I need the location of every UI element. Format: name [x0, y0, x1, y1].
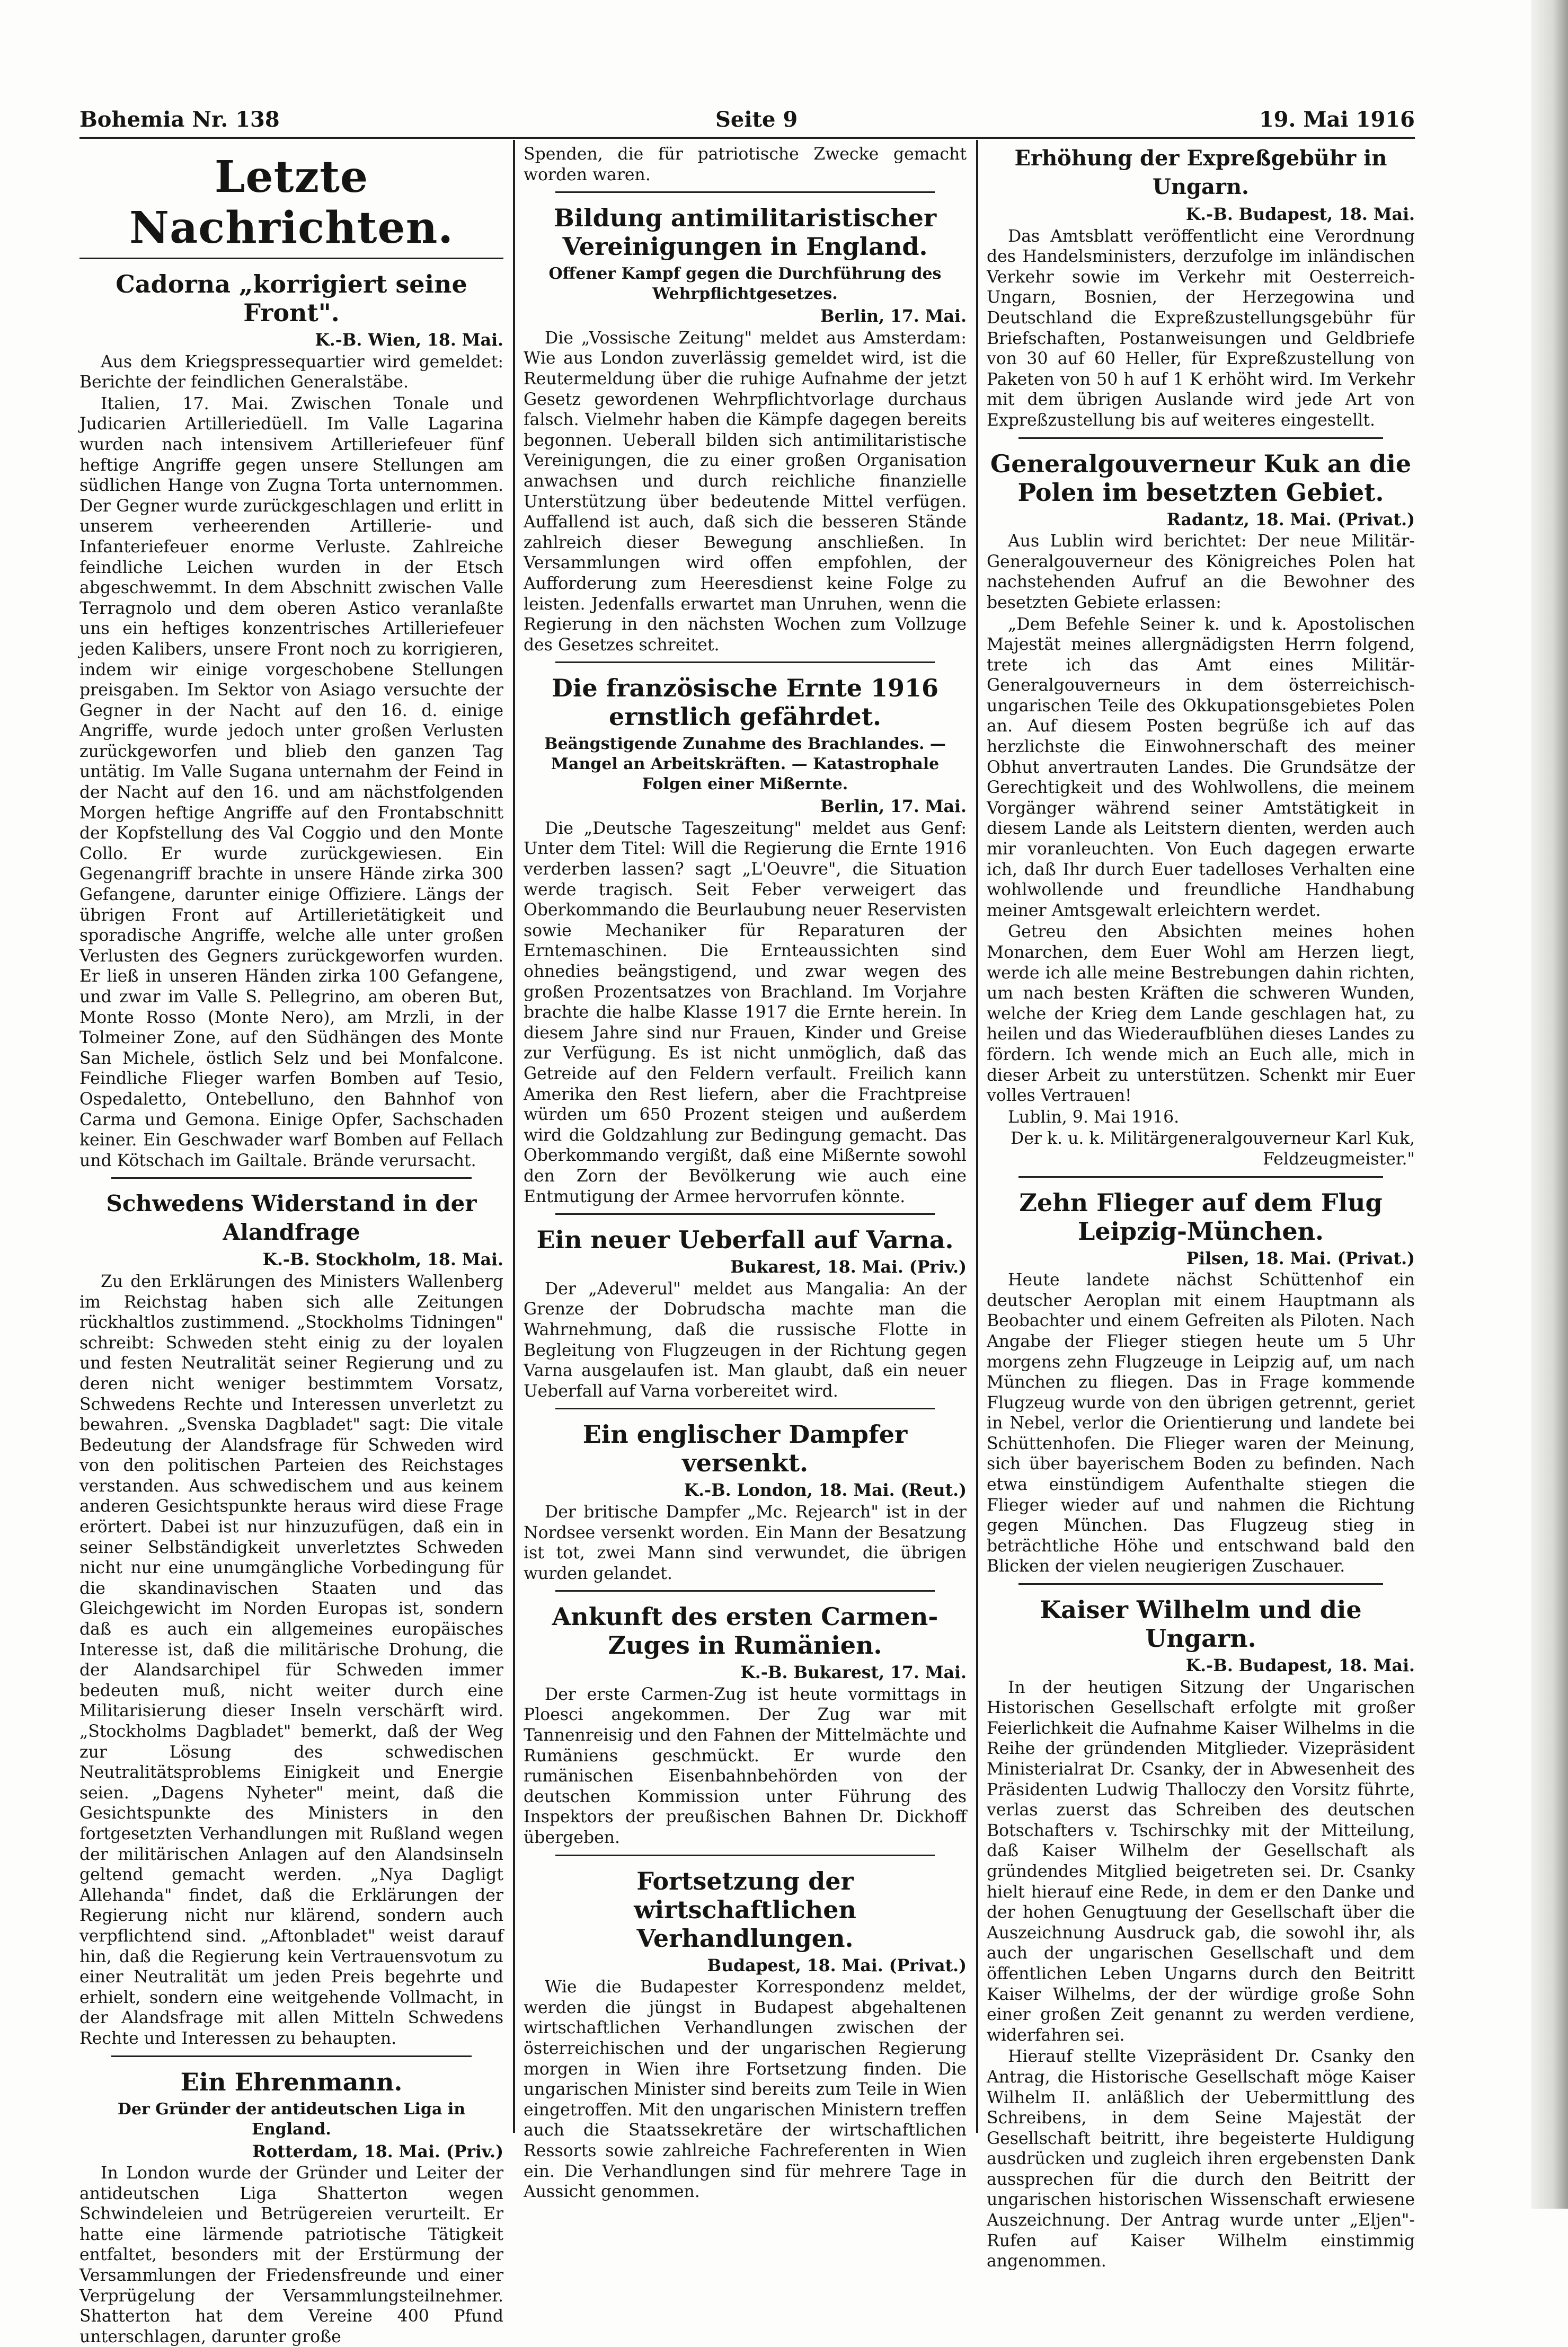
- article-separator: [111, 2055, 472, 2057]
- article-separator: [1018, 437, 1383, 439]
- article-dateline: K.-B. London, 18. Mai. (Reut.): [524, 1480, 967, 1501]
- article-paragraph: Italien, 17. Mai. Zwischen Tonale und Judicarien Artilleriedüell. Im Valle Lagarina wurden nach intensivem Artilleriefeuer fünf heftige Angriffe gegen unsere Stellungen am südlichen Hange von Zugna Torta unternommen. Der Gegner wurde zurückgeschlagen und erlitt in unserem verheerenden Artillerie- und Infanteriefeuer enorme Verluste. Zahlreiche feindliche Leichen wurden in der Etsch abgeschwemmt. In dem Abschnitt zwischen Valle Terragnolo und dem oberen Astico veranlaßte uns ein heftiges konzentrisches Artilleriefeuer jeden Kalibers, unsere Front noch zu korrigieren, indem wir einige vorgeschobene Stellungen preisgaben. Im Sektor von Asiago versuchte der Gegner in der Nacht auf den 16. d. einige Angriffe, wurde jedoch unter großen Verlusten zurückgeworfen und blieb den ganzen Tag untätig. Im Valle Sugana unternahm der Feind in der Nacht auf den 16. und am nächstfolgenden Morgen heftige Angriffe auf den Frontabschnitt der Kopfstellung des Val Coggio und den Monte Collo. Er wurde zurückgewiesen. Ein Gegenangriff brachte in unsere Hände zirka 300 Gefangene, darunter einige Offiziere. Längs der übrigen Front auf Artillerietätigkeit und sporadische Angriffe, welche alle unter großen Verlusten des Gegners zurückgeworfen wurden. Er ließ in unseren Händen zirka 100 Gefangene, und zwar im Valle S. Pellegrino, am oberen But, Monte Rosso (Monte Nero), am Mrzli, in der Tolmeiner Zone, auf den Südhängen des Monte San Michele, östlich Selz und bei Monfalcone. Feindliche Flieger warfen Bomben auf Tesio, Ospedaletto, Ontebelluno, den Bahnhof von Carma und Gemona. Einige Opfer, Sachschaden keiner. Ein Geschwader warf Bomben auf Fellach und Kötschach im Gailtale. Brände verursacht.: [79, 394, 503, 1171]
- article-separator: [111, 1177, 472, 1179]
- column-divider-2: [976, 140, 978, 2133]
- article-title: Erhöhung der Expreßgebühr in Ungarn.: [987, 144, 1415, 201]
- masthead-rule: [79, 258, 503, 259]
- article-title: Ein Ehrenmann.: [79, 2068, 503, 2096]
- page-number: Seite 9: [715, 107, 798, 132]
- article-dateline: Radantz, 18. Mai. (Privat.): [987, 510, 1415, 531]
- article-paragraph: Hierauf stellte Vizepräsident Dr. Csanky den Antrag, die Historische Gesellschaft möge Kaiser Wilhelm II. anläßlich der Uebermittlung des Schreibens, in dem Seine Majestät der Gesellschaft beitritt, ihre begeisterte Huldigung ausdrücken und zugleich ihren ergebensten Dank aussprechen für die durch den Beitritt der ungarischen historischen Wissenschaft erwiesene Auszeichnung. Der Antrag wurde unter „Eljen"-Rufen auf Kaiser Wilhelm einstimmig angenommen.: [987, 2046, 1415, 2272]
- article-ehrenmann: [79, 2068, 503, 2347]
- article-title: Schwedens Widerstand in der Alandfrage: [79, 1189, 503, 1247]
- article-paragraph: Der erste Carmen-Zug ist heute vormittags in Ploesci angekommen. Der Zug war mit Tannenreisig und den Fahnen der Mittelmächte und Rumäniens geschmückt. Er wurde den rumänischen Eisenbahnbehörden von der deutschen Kommission unter Führung des Inspektors der preußischen Bahnen Dr. Dickhoff übergeben.: [524, 1684, 967, 1848]
- article-dateline: K.-B. Bukarest, 17. Mai.: [524, 1663, 967, 1683]
- article-separator: [555, 661, 935, 663]
- article-subtitle: Offener Kampf gegen die Durchführung des Wehrpflichtgesetzes.: [524, 264, 967, 304]
- article-paragraph: Getreu den Absichten meines hohen Monarchen, dem Euer Wohl am Herzen liegt, werde ich alle meine Bestrebungen dahin richten, um nach besten Kräften die schweren Wunden, welche der Krieg dem Lande geschlagen hat, zu heilen und das Wiederaufblühen dieses Landes zu fördern. Ich wende mich an Euch alle, mich in dieser Arbeit zu unterstützen. Schenkt mir Euer volles Vertrauen!: [987, 922, 1415, 1106]
- article-paragraph: Der britische Dampfer „Mc. Rejearch" ist in der Nordsee versenkt worden. Ein Mann der Besatzung ist tot, zwei Mann sind verwundet, die übrigen wurden gelandet.: [524, 1502, 967, 1584]
- article-paragraph: Der „Adeverul" meldet aus Mangalia: An der Grenze der Dobrudscha machte man die Wahrnehmung, daß die russische Flotte in Begleitung von Flugzeugen in der Richtung gegen Varna ausgelaufen ist. Man glaubt, daß ein neuer Ueberfall auf Varna vorbereitet wird.: [524, 1279, 967, 1402]
- article-dateline: Berlin, 17. Mai.: [524, 306, 967, 327]
- article-dateline: Pilsen, 18. Mai. (Privat.): [987, 1249, 1415, 1269]
- article-antimilitarismus: [524, 204, 967, 655]
- article-paragraph: Wie die Budapester Korrespondenz meldet, werden die jüngst in Budapest abgehaltenen wirtschaftlichen Verhandlungen zwischen der österreichischen und der ungarischen Regierung morgen in Wien ihre Fortsetzung finden. Die ungarischen Minister sind bereits zum Teile in Wien eingetroffen. Mit den ungarischen Ministern treffen auch die Staatssekretäre der wirtschaftlichen Ressorts sowie zahlreiche Fachreferenten in Wien ein. Die Verhandlungen sind für mehrere Tage in Aussicht genommen.: [524, 1977, 967, 2202]
- article-separator: [1018, 1176, 1383, 1178]
- article-paragraph: In London wurde der Gründer und Leiter der antideutschen Liga Shatterton wegen Schwindeleien und Betrügereien verurteilt. Er hatte eine lärmende patriotische Tätigkeit entfaltet, besonders mit der Erstürmung der Versammlungen der Friedensfreunde und einer Verprügelung der Versammlungsteilnehmer. Shatterton hat dem Vereine 400 Pfund unterschlagen, darunter große: [79, 2163, 503, 2347]
- article-paragraph: Aus Lublin wird berichtet: Der neue Militär-Generalgouverneur des Königreiches Polen hat nachstehenden Aufruf an die Bewohner des besetzten Gebiete erlassen:: [987, 531, 1415, 613]
- issue-number: Bohemia Nr. 138: [79, 107, 280, 132]
- article-title: Generalgouverneur Kuk an die Polen im besetzten Gebiet.: [987, 449, 1415, 507]
- article-separator: [1018, 1583, 1383, 1585]
- article-paragraph: Zu den Erklärungen des Ministers Wallenberg im Reichstag haben sich alle Zeitungen rückhaltlos zustimmend. „Stockholms Tidningen" schreibt: Schweden steht einig zu der loyalen und festen Neutralität seiner Regierung und zu deren nicht weniger bestimmtem Vorsatz, Schwedens Rechte und Interessen unverletzt zu bewahren. „Svenska Dagbladet" sagt: Die vitale Bedeutung der Alandsfrage für Schweden wird von den politischen Parteien des Reichstages verstanden. Aus schwedischem und aus keinem anderen Gesichtspunkte heraus wird diese Frage erörtert. Dabei ist nur hinzuzufügen, daß ein in seiner Selbständigkeit unverletztes Schweden nicht nur eine unumgängliche Vorbedingung für die skandinavischen Staaten und das Gleichgewicht im Norden Europas ist, sondern daß es auch ein allgemeines europäisches Interesse ist, daß die militärische Drohung, die der Alandsarchipel für Schweden immer bedeuten muß, nicht weiter durch eine Militarisierung dieser Inseln verschärft wird. „Stockholms Dagbladet" bemerkt, daß der Weg zur Lösung des schwedischen Neutralitätsproblems Einigkeit und Energie seien. „Dagens Nyheter" meint, daß die Gesichtspunkte des Ministers in den fortgesetzten Verhandlungen mit Rußland wegen der militärischen Anlagen auf den Alandsinseln geltend gemacht werden. „Nya Dagligt Allehanda" findet, daß die Erklärungen der Regierung nicht nur klärend, sondern auch verpflichtend sind. „Aftonbladet" weist darauf hin, daß die Regierung kein Vertrauensvotum zu einer Neutralität um jeden Preis begehrte und erhielt, sondern eine weitgehende Vollmacht, in der Alandsfrage mit allen Mitteln Schwedens Rechte und Interessen zu behaupten.: [79, 1272, 503, 2049]
- article-carmen-zug: [524, 1602, 967, 1848]
- article-kaiser-wilhelm: [987, 1595, 1415, 2272]
- article-separator: [555, 1408, 935, 1409]
- article-wirtschaftliche-verhandlungen: [524, 1867, 967, 2202]
- article-title: Fortsetzung der wirtschaftlichen Verhandlungen.: [524, 1867, 967, 1953]
- article-signature: Der k. u. k. Militärgeneralgouverneur Karl Kuk, Feldzeugmeister.": [987, 1128, 1415, 1169]
- article-title: Cadorna „korrigiert seine Front".: [79, 270, 503, 327]
- page-header: [79, 104, 1415, 137]
- article-title: Zehn Flieger auf dem Flug Leipzig-München.: [987, 1188, 1415, 1246]
- article-subtitle: Beängstigende Zunahme des Brachlandes. — Mangel an Arbeitskräften. — Katastrophale Folgen einer Mißernte.: [524, 734, 967, 795]
- column-1: [79, 144, 503, 2137]
- article-title: Die französische Ernte 1916 ernstlich gefährdet.: [524, 674, 967, 731]
- article-paragraph: In der heutigen Sitzung der Ungarischen Historischen Gesellschaft erfolgte mit großer Feierlichkeit die Aufnahme Kaiser Wilhelms in die Reihe der gründenden Mitglieder. Vizepräsident Ministerialrat Dr. Csanky, der in Abwesenheit des Präsidenten Ludwig Thalloczy den Vorsitz führte, verlas zuerst das Schreiben des deutschen Botschafters v. Tschirschky mit der Mitteilung, daß Kaiser Wilhelm der Gesellschaft als gründendes Mitglied beigetreten sei. Dr. Csanky hielt hierauf eine Rede, in dem er den Danke und der hohen Genugtuung der Gesellschaft über die Auszeichnung Ausdruck gab, die sowohl ihr, als auch der ungarischen Gesellschaft und dem öffentlichen Leben Ungarns durch den Beitritt Kaiser Wilhelms, der der würdige große Sohn einer großen Zeit genannt zu werden verdiene, widerfahren sei.: [987, 1678, 1415, 2046]
- article-title: Ankunft des ersten Carmen-Zuges in Rumänien.: [524, 1602, 967, 1660]
- article-paragraph: Lublin, 9. Mai 1916.: [987, 1107, 1415, 1128]
- article-paragraph: Heute landete nächst Schüttenhof ein deutscher Aeroplan mit einem Hauptmann als Beobachter und einem Gefreiten als Piloten. Nach Angabe der Flieger stiegen heute um 5 Uhr morgens zehn Flugzeuge in Leipzig auf, um nach München zu fliegen. Das in Frage kommende Flugzeug wurde von den übrigen getrennt, geriet in Nebel, verlor die Orientierung und landete bei Schüttenhofen. Die Flieger waren der Meinung, sich über bayerischem Boden zu befinden. Nach etwa einstündigem Aufenthalte stiegen die Flieger wieder auf und nahmen die Richtung gegen München. Das Flugzeug stieg in beträchtliche Höhe und entschwand bald den Blicken der vielen neugierigen Zuschauer.: [987, 1270, 1415, 1577]
- article-schweden-aland: [79, 1189, 503, 2049]
- column-3: [987, 144, 1415, 2137]
- article-dateline: K.-B. Stockholm, 18. Mai.: [79, 1250, 503, 1270]
- article-separator: [555, 1590, 935, 1592]
- column-divider-1: [513, 140, 515, 2133]
- continued-text: Spenden, die für patriotische Zwecke gemacht worden waren.: [524, 144, 967, 185]
- article-separator: [555, 1213, 935, 1215]
- article-title: Kaiser Wilhelm und die Ungarn.: [987, 1595, 1415, 1653]
- article-cadorna: [79, 270, 503, 1171]
- article-franzoesische-ernte: [524, 674, 967, 1207]
- header-rule: [79, 137, 1415, 139]
- article-subtitle: Der Gründer der antideutschen Liga in England.: [79, 2099, 503, 2140]
- article-dateline: Budapest, 18. Mai. (Privat.): [524, 1956, 967, 1977]
- article-dateline: Rotterdam, 18. Mai. (Priv.): [79, 2142, 503, 2163]
- issue-date: 19. Mai 1916: [1259, 107, 1415, 132]
- column-2: [524, 144, 967, 2137]
- article-expressgebuehr: [987, 144, 1415, 431]
- article-separator: [555, 1855, 935, 1856]
- article-paragraph: Die „Deutsche Tageszeitung" meldet aus Genf: Unter dem Titel: Will die Regierung die Ernte 1916 verderben lassen? sagt „L'Oeuvre", die Situation werde tragisch. Seit Feber verweigert das Oberkommando die Beurlaubung neuer Reservisten sowie Mechaniker für Reparaturen der Erntemaschinen. Die Ernteaussichten sind ohnedies beängstigend, und zwar wegen des großen Prozentsatzes von Brachland. Im Vorjahre brachte die halbe Klasse 1917 die Ernte herein. In diesem Jahre sind nur Frauen, Kinder und Greise zur Verfügung. Es ist nicht unmöglich, daß das Getreide auf den Feldern verfault. Freilich kann Amerika den Rest liefern, aber die Frachtpreise würden um 650 Prozent steigen und außerdem wird die Goldzahlung zur Bedingung gemacht. Das Oberkommando vergißt, daß eine Mißernte sowohl den Zorn der Bevölkerung wie auch eine Entmutigung der Armee hervorrufen könnte.: [524, 818, 967, 1207]
- article-dampfer: [524, 1420, 967, 1584]
- article-dateline: Bukarest, 18. Mai. (Priv.): [524, 1257, 967, 1278]
- article-generalgouverneur: [987, 449, 1415, 1170]
- article-varna: [524, 1225, 967, 1401]
- article-paragraph: „Dem Befehle Seiner k. und k. Apostolischen Majestät meines allergnädigsten Herrn folgend, trete ich das Amt eines Militär-Generalgouverneurs in dem österreichisch-ungarischen Teile des Okkupationsgebietes Polen an. Auf diesem Posten begrüße ich auf das herzlichste die Einwohnerschaft des meiner Obhut anvertrauten Landes. Die Grundsätze der Gerechtigkeit und des Wohlwollens, die meinem Vorgänger während seiner Amtstätigkeit in diesem Lande als Leitstern dienten, werden auch mir voranleuchten. Von Euch dagegen erwarte ich, daß Ihr durch Euer tadelloses Verhalten eine wohlwollende und freundliche Handhabung meiner Amtsgewalt erleichtern werdet.: [987, 614, 1415, 921]
- article-dateline: K.-B. Budapest, 18. Mai.: [987, 205, 1415, 225]
- scan-edge-shadow: [1531, 0, 1568, 2209]
- article-separator: [555, 191, 935, 193]
- article-dateline: K.-B. Budapest, 18. Mai.: [987, 1656, 1415, 1677]
- article-title: Ein neuer Ueberfall auf Varna.: [524, 1225, 967, 1254]
- article-zehn-flieger: [987, 1188, 1415, 1577]
- section-masthead: Letzte Nachrichten.: [79, 152, 503, 253]
- article-title: Ein englischer Dampfer versenkt.: [524, 1420, 967, 1477]
- article-dateline: Berlin, 17. Mai.: [524, 797, 967, 817]
- article-paragraph: Das Amtsblatt veröffentlicht eine Verordnung des Handelsministers, derzufolge im inländischen Verkehr sowie im Verkehr mit Oesterreich-Ungarn, Bosnien, der Herzegowina und Deutschland die Expreßzustellungsgebühr für Briefschaften, Postanweisungen und Geldbriefe von 30 auf 60 Heller, für Expreßzustellung von Paketen von 50 h auf 1 K erhöht wird. Im Verkehr mit dem übrigen Auslande wird jede Art von Expreßzustellung bis auf weiteres eingestellt.: [987, 226, 1415, 431]
- article-paragraph: Aus dem Kriegspressequartier wird gemeldet: Berichte der feindlichen Generalstäbe.: [79, 352, 503, 393]
- article-title: Bildung antimilitaristischer Vereinigungen in England.: [524, 204, 967, 261]
- article-paragraph: Die „Vossische Zeitung" meldet aus Amsterdam: Wie aus London zuverlässig gemeldet wird, ist die Reutermeldung über die ruhige Aufnahme der jetzt Gesetz gewordenen Wehrpflichtvorlage durchaus falsch. Vielmehr haben die Kämpfe dagegen bereits begonnen. Ueberall bilden sich antimilitaristische Vereinigungen, die zu einer großen Organisation anwachsen und durch reichliche finanzielle Unterstützung über bedeutende Mittel verfügen. Auffallend ist auch, daß sich die besseren Stände zahlreich dieser Bewegung anschließen. In Versammlungen wird offen empfohlen, der Aufforderung zum Heeresdienst keine Folge zu leisten. Jedenfalls erwartet man Unruhen, wenn die Regierung in den nächsten Wochen zum Vollzuge des Gesetzes schreitet.: [524, 328, 967, 656]
- article-dateline: K.-B. Wien, 18. Mai.: [79, 330, 503, 351]
